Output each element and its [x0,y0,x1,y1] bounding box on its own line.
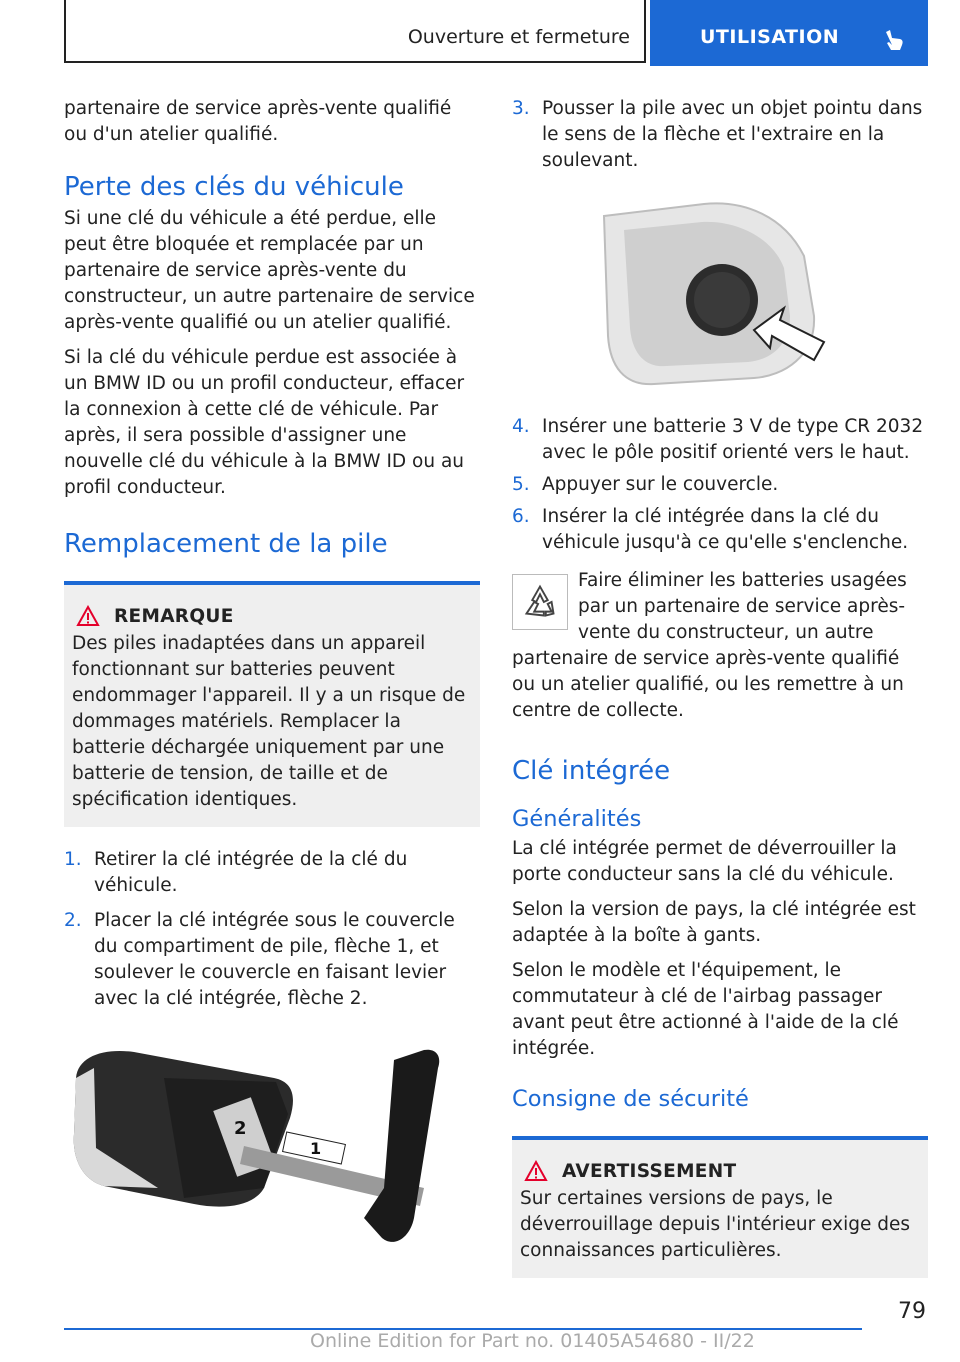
section-header-box [64,0,646,63]
general-heading: Généralités [512,806,642,832]
general-paragraph-1: La clé intégrée permet de déverrouiller la porte conducteur sans la clé du véhicule. [512,838,897,885]
arrow-label-2: 2 [234,1118,247,1139]
list-item [512,96,928,174]
step-text: Placer la clé intégrée sous le couvercle du compartiment de pile, flèche 1, et soulever le couvercle en faisant levier avec la clé intégrée, flèche 2. [94,910,455,1009]
right-column [512,96,928,1278]
step-number: 2. [64,910,82,931]
step-text: Pousser la pile avec un objet pointu dans le sens de la flèche et l'extraire en la soulevant. [542,98,923,171]
step-text: Retirer la clé intégrée de la clé du véhicule. [94,849,408,896]
disposal-note [512,568,928,724]
arrow-label-1: 1 [310,1139,322,1158]
step-number: 3. [512,98,530,119]
list-item [64,847,480,899]
list-item [512,504,928,556]
recycle-icon [512,574,568,630]
page-number: 79 [898,1299,926,1324]
left-column [64,96,480,1272]
step-number: 4. [512,416,530,437]
notice-text: Des piles inadaptées dans un appareil fonctionnant sur batteries peuvent endommager l'appareil. Il y a un risque de dommages matériels. Remplacer la batterie déchargée uniquement par une batterie de tension, de taille et de spécification identiques. [72,633,466,810]
list-item [512,472,928,498]
list-item [512,414,928,466]
intro-paragraph: partenaire de service après-vente qualifié ou d'un atelier qualifié. [64,98,452,145]
general-paragraph-2: Selon la version de pays, la clé intégrée est adaptée à la boîte à gants. [512,899,916,946]
lost-keys-paragraph-2: Si la clé du véhicule perdue est associée à un BMW ID ou un profil conducteur, effacer la connexion à cette clé de véhicule. Par après, il sera possible d'assigner une nouvelle clé du véhicule à la BMW ID ou au profil conducteur. [64,347,465,498]
step-text: Insérer la clé intégrée dans la clé du véhicule jusqu'à ce qu'elle s'enclenche. [542,506,909,553]
notice-box [64,581,480,827]
battery-figure [584,196,928,400]
footer-edition: Online Edition for Part no. 01405A54680 - II/22 [310,1330,755,1352]
step-number: 1. [64,849,82,870]
lost-keys-heading: Perte des clés du véhicule [64,172,404,202]
step-text: Insérer une batterie 3 V de type CR 2032 avec le pôle positif orienté vers le haut. [542,416,924,463]
warning-triangle-icon [524,1160,548,1182]
battery-illustration [584,196,844,396]
pointing-hand-icon [882,28,906,52]
notice-header [72,605,472,627]
warning-triangle-icon [76,605,100,627]
general-paragraph-3: Selon le modèle et l'équipement, le commutateur à clé de l'airbag passager avant peut être actionné à l'aide de la clé intégrée. [512,960,899,1059]
notice-title: REMARQUE [114,605,234,627]
section-title: Ouverture et fermeture [407,26,630,48]
step-number: 6. [512,506,530,527]
steps-list-right-a [512,96,928,174]
chapter-title: UTILISATION [700,26,840,48]
key-illustration [64,1038,480,1268]
warning-header [520,1160,920,1182]
safety-heading: Consigne de sécurité [512,1086,749,1112]
chapter-tab[interactable] [650,0,928,66]
steps-list-right-b [512,414,928,556]
key-figure [64,1038,480,1272]
warning-title: AVERTISSEMENT [562,1160,737,1182]
steps-list-left [64,847,480,1012]
lost-keys-paragraph-1: Si une clé du véhicule a été perdue, elle peut être bloquée et remplacée par un partenaire de service après-vente du constructeur, un autre partenaire de service après-vente qualifié ou un atelier qualifié. [64,208,475,333]
list-item [64,908,480,1012]
warning-text: Sur certaines versions de pays, le déverrouillage depuis l'intérieur exige des connaissances particulières. [520,1188,910,1261]
page-header [64,0,928,66]
step-text: Appuyer sur le couvercle. [542,474,779,495]
warning-box [512,1136,928,1278]
disposal-text: Faire éliminer les batteries usagées par un partenaire de service après-vente du constructeur, un autre partenaire de service après-vente qualifié ou un atelier qualifié, ou les remettre à un centre de collecte. [512,570,907,721]
step-number: 5. [512,474,530,495]
integrated-key-heading: Clé intégrée [512,756,671,786]
battery-heading: Remplacement de la pile [64,529,388,559]
